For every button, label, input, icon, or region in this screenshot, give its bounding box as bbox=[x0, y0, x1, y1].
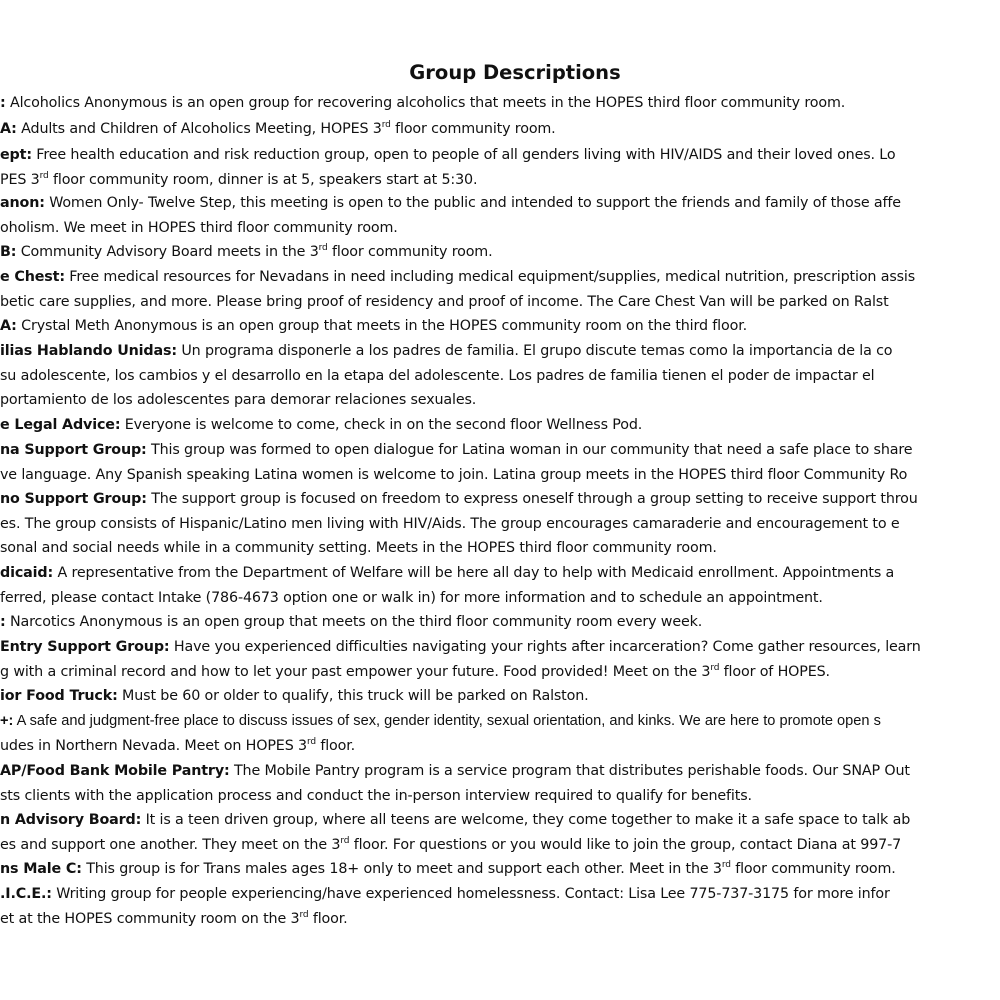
entry-name: n Advisory Board: bbox=[0, 812, 142, 828]
entry-line bbox=[0, 635, 1000, 660]
entry-text: Women Only- Twelve Step, this meeting is open to the public and intended to support the friends and family of those affe bbox=[44, 195, 901, 211]
entry-line bbox=[0, 808, 1000, 833]
entry-line bbox=[0, 512, 1000, 537]
entry-text: Writing group for people experiencing/have experienced homelessness. Contact: Lisa Lee 775-737-3175 for more infor bbox=[51, 886, 890, 902]
entry-line bbox=[0, 734, 1000, 759]
entry-line bbox=[0, 168, 1000, 193]
entry-name: A: bbox=[0, 121, 17, 137]
entry-name: .I.C.E.: bbox=[0, 886, 52, 902]
entry-line bbox=[0, 314, 1000, 339]
entry-text: floor community room. bbox=[730, 861, 896, 877]
entry-line bbox=[0, 265, 1000, 290]
entry-line bbox=[0, 240, 1000, 265]
entry-line bbox=[0, 536, 1000, 561]
entry-text: This group is for Trans males ages 18+ only to meet and support each other. Meet in the 3 bbox=[81, 861, 722, 877]
entry-text: udes in Northern Nevada. Meet on HOPES 3 bbox=[0, 737, 307, 754]
entry-line bbox=[0, 561, 1000, 586]
entry-text: Community Advisory Board meets in the 3 bbox=[16, 244, 319, 260]
entry-name: +: bbox=[0, 713, 14, 729]
entry-name: : bbox=[0, 95, 6, 111]
entry-na bbox=[0, 610, 1000, 635]
entry-text: floor community room. bbox=[327, 244, 493, 260]
entry-text: This group was formed to open dialogue for Latina woman in our community that need a safe place to share bbox=[146, 442, 913, 458]
entry-aca bbox=[0, 117, 1000, 142]
entry-name: ilias Hablando Unidas: bbox=[0, 343, 177, 359]
entry-text: Have you experienced difficulties navigating your rights after incarceration? Come gather resources, learn bbox=[169, 639, 921, 655]
entry-latino bbox=[0, 487, 1000, 561]
entry-text: Narcotics Anonymous is an open group that meets on the third floor community room every week. bbox=[5, 614, 703, 630]
entry-care-chest bbox=[0, 265, 1000, 314]
entry-text: sonal and social needs while in a community setting. Meets in the HOPES third floor community room. bbox=[0, 540, 717, 556]
entry-text: Must be 60 or older to qualify, this truck will be parked on Ralston. bbox=[117, 688, 589, 704]
entry-text: Crystal Meth Anonymous is an open group that meets in the HOPES community room on the third floor. bbox=[16, 318, 748, 334]
entry-name: ept: bbox=[0, 147, 32, 163]
entry-name: Entry Support Group: bbox=[0, 639, 170, 655]
entry-text: Free medical resources for Nevadans in need including medical equipment/supplies, medical nutrition, prescription assis bbox=[64, 269, 916, 285]
entry-accept bbox=[0, 143, 1000, 192]
entry-familias bbox=[0, 339, 1000, 413]
entry-line bbox=[0, 463, 1000, 488]
entry-senior-food-truck bbox=[0, 684, 1000, 709]
entry-text: portamiento de los adolescentes para demorar relaciones sexuales. bbox=[0, 392, 477, 408]
entry-line bbox=[0, 339, 1000, 364]
entry-line bbox=[0, 438, 1000, 463]
entry-text: The support group is focused on freedom to express oneself through a group setting to receive support throu bbox=[146, 491, 918, 507]
entry-text: Un programa disponerle a los padres de familia. El grupo discute temas como la importancia de la co bbox=[176, 343, 893, 359]
entry-name: : bbox=[0, 614, 6, 630]
entry-voice bbox=[0, 882, 1000, 931]
entry-line bbox=[0, 586, 1000, 611]
page-title: Group Descriptions bbox=[409, 61, 621, 84]
entry-snap bbox=[0, 759, 1000, 808]
entry-teen-advisory-board bbox=[0, 808, 1000, 857]
entry-text: Free health education and risk reduction group, open to people of all genders living with HIV/AIDS and their loved ones. Lo bbox=[31, 147, 896, 163]
entry-line bbox=[0, 784, 1000, 809]
superscript: rd bbox=[318, 243, 328, 254]
entry-latina bbox=[0, 438, 1000, 487]
entry-name: AP/Food Bank Mobile Pantry: bbox=[0, 763, 230, 779]
entry-text: Alcoholics Anonymous is an open group for recovering alcoholics that meets in the HOPES third floor community room. bbox=[5, 95, 846, 111]
entry-text: It is a teen driven group, where all teens are welcome, they come together to make it a safe space to talk ab bbox=[141, 812, 911, 828]
superscript: rd bbox=[39, 170, 49, 181]
entry-line bbox=[0, 487, 1000, 512]
entry-text: floor. bbox=[308, 910, 348, 927]
entry-text: A representative from the Department of Welfare will be here all day to help with Medicaid enrollment. Appointments a bbox=[53, 565, 895, 581]
entry-text: g with a criminal record and how to let your past empower your future. Food provided! Meet on the 3 bbox=[0, 663, 711, 680]
entry-name: A: bbox=[0, 318, 17, 334]
entry-reentry bbox=[0, 635, 1000, 684]
superscript: rd bbox=[306, 736, 316, 747]
entry-text: ve language. Any Spanish speaking Latina women is welcome to join. Latina group meets in the HOPES third floor Community Ro bbox=[0, 466, 908, 483]
entry-text: es and support one another. They meet on the 3 bbox=[0, 836, 341, 853]
entry-text: floor of HOPES. bbox=[719, 663, 830, 680]
entry-text: ferred, please contact Intake (786-4673 option one or walk in) for more information and to schedule an appointment. bbox=[0, 589, 823, 606]
entry-line bbox=[0, 882, 1000, 907]
entry-text: Everyone is welcome to come, check in on the second floor Wellness Pod. bbox=[120, 417, 643, 433]
entry-text: et at the HOPES community room on the 3 bbox=[0, 910, 300, 927]
entry-text: floor. bbox=[315, 737, 356, 754]
entry-line bbox=[0, 364, 1000, 389]
entry-text: Adults and Children of Alcoholics Meeting, HOPES 3 bbox=[16, 121, 382, 137]
entry-line bbox=[0, 388, 1000, 413]
entry-name: anon: bbox=[0, 195, 45, 211]
entry-line bbox=[0, 413, 1000, 438]
entry-text: A safe and judgment-free place to discuss issues of sex, gender identity, sexual orientation, and kinks. We are here to promote open s bbox=[13, 713, 881, 729]
superscript: rd bbox=[340, 835, 350, 846]
entry-name: B: bbox=[0, 244, 17, 260]
entry-line bbox=[0, 117, 1000, 142]
superscript: rd bbox=[710, 662, 720, 673]
entry-text: es. The group consists of Hispanic/Latino men living with HIV/Aids. The group encourages camaraderie and encouragement to e bbox=[0, 515, 900, 532]
entry-name: ior Food Truck: bbox=[0, 688, 118, 704]
entry-line bbox=[0, 833, 1000, 858]
entry-text: oholism. We meet in HOPES third floor community room. bbox=[0, 219, 398, 236]
entry-trans-male-c bbox=[0, 857, 1000, 882]
entry-line bbox=[0, 143, 1000, 168]
entry-line bbox=[0, 660, 1000, 685]
entry-line bbox=[0, 610, 1000, 635]
entry-line bbox=[0, 191, 1000, 216]
superscript: rd bbox=[721, 860, 731, 871]
superscript: rd bbox=[381, 120, 391, 131]
entry-text: PES 3 bbox=[0, 171, 40, 188]
entry-alanon bbox=[0, 191, 1000, 240]
entry-cma bbox=[0, 314, 1000, 339]
entry-legal-advice bbox=[0, 413, 1000, 438]
entry-sex-plus bbox=[0, 709, 1000, 758]
entry-line bbox=[0, 290, 1000, 315]
entry-text: floor community room. bbox=[390, 121, 556, 137]
entry-text: sts clients with the application process and conduct the in-person interview required to qualify for benefits. bbox=[0, 787, 752, 804]
entry-line bbox=[0, 857, 1000, 882]
entry-name: e Legal Advice: bbox=[0, 417, 121, 433]
entry-line bbox=[0, 907, 1000, 932]
entry-cab bbox=[0, 240, 1000, 265]
superscript: rd bbox=[299, 909, 309, 920]
entry-name: ns Male C: bbox=[0, 861, 82, 877]
entry-line bbox=[0, 709, 1000, 734]
entry-text: betic care supplies, and more. Please bring proof of residency and proof of income. The Care Chest Van will be parked on Ralst bbox=[0, 293, 889, 310]
entry-name: na Support Group: bbox=[0, 442, 147, 458]
entry-line bbox=[0, 759, 1000, 784]
entry-text: The Mobile Pantry program is a service program that distributes perishable foods. Our SNAP Out bbox=[229, 763, 910, 779]
entry-line bbox=[0, 216, 1000, 241]
entry-line bbox=[0, 684, 1000, 709]
entry-text: su adolescente, los cambios y el desarrollo en la etapa del adolescente. Los padres de familia tienen el poder de impactar el bbox=[0, 367, 875, 384]
entry-aa bbox=[0, 91, 1000, 116]
entry-text: floor community room, dinner is at 5, speakers start at 5:30. bbox=[48, 171, 478, 188]
entry-medicaid bbox=[0, 561, 1000, 610]
entry-name: e Chest: bbox=[0, 269, 65, 285]
entry-name: no Support Group: bbox=[0, 491, 147, 507]
entry-line bbox=[0, 91, 1000, 116]
entry-text: floor. For questions or you would like to join the group, contact Diana at 997-7 bbox=[349, 836, 902, 853]
entry-name: dicaid: bbox=[0, 565, 54, 581]
